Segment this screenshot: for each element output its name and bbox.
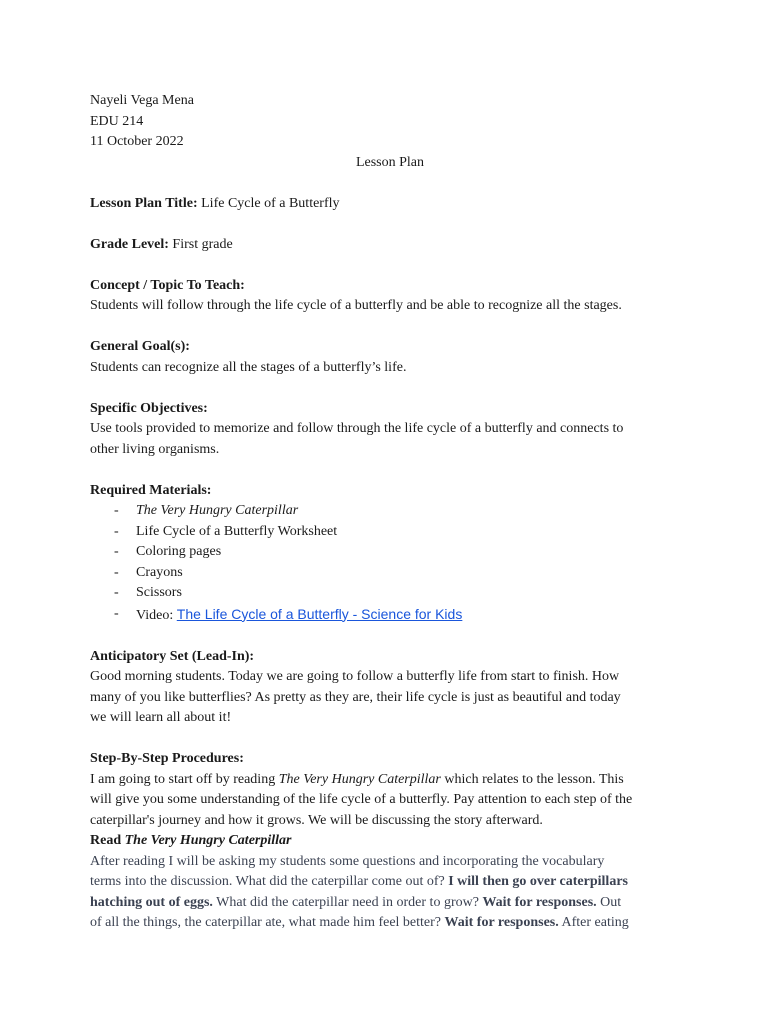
procedures-book-title: The Very Hungry Caterpillar: [278, 771, 441, 787]
grade-level-row: [90, 235, 690, 256]
read-book-title: The Very Hungry Caterpillar: [124, 833, 292, 848]
materials-list: [90, 501, 690, 626]
procedures-line-3: caterpillar's journey and how it grows. We will be discussing the story afterward.: [90, 812, 543, 828]
concept-text: Students will follow through the life cycle of a butterfly and be able to recognize all the stages.: [90, 298, 622, 313]
grade-level-label: Grade Level:: [90, 236, 169, 252]
objectives-text-line-1: Use tools provided to memorize and follow through the life cycle of a butterfly and connects to: [90, 421, 624, 436]
anticipatory-line-2: many of you like butterflies? As pretty as they are, their life cycle is just as beautiful and today: [90, 689, 621, 705]
concept-label: Concept / Topic To Teach:: [90, 277, 245, 293]
video-link[interactable]: The Life Cycle of a Butterfly - Science for Kids: [176, 605, 463, 622]
lesson-title-row: [90, 194, 690, 215]
discussion-line-4: of all the things, the caterpillar ate, what made him feel better? Wait for responses. After eating: [90, 915, 629, 930]
anticipatory-label: Anticipatory Set (Lead-In):: [90, 648, 255, 664]
discussion-line-1: After reading I will be asking my students some questions and incorporating the vocabulary: [90, 853, 605, 869]
list-item: - Video: The Life Cycle of a Butterfly - Science for Kids: [114, 605, 463, 623]
objectives-text-line-2: other living organisms.: [90, 441, 220, 457]
goal-text: Students can recognize all the stages of a butterfly’s life.: [90, 359, 407, 375]
discussion-line-3: hatching out of eggs. What did the caterpillar need in order to grow? Wait for responses. Out: [90, 894, 622, 910]
material-book: The Very Hungry Caterpillar: [136, 503, 299, 518]
procedures-line-1: I am going to start off by reading The Very Hungry Caterpillar which relates to the lesson. This: [90, 771, 624, 787]
document-date: 11 October 2022: [90, 134, 184, 149]
document-page: [90, 91, 690, 934]
document-title: Lesson Plan: [355, 154, 425, 170]
read-heading: Read The Very Hungry Caterpillar: [90, 833, 292, 848]
author-name: Nayeli Vega Mena: [90, 93, 194, 108]
materials-label: Required Materials:: [90, 482, 212, 498]
procedures-label: Step-By-Step Procedures:: [90, 751, 244, 766]
list-item: - Scissors: [114, 585, 182, 600]
course-code: EDU 214: [90, 113, 144, 129]
goal-label: General Goal(s):: [90, 339, 190, 354]
list-item: - Coloring pages: [114, 544, 222, 559]
list-item: - Life Cycle of a Butterfly Worksheet: [114, 523, 338, 539]
anticipatory-line-3: we will learn all about it!: [90, 710, 232, 725]
objectives-label: Specific Objectives:: [90, 400, 208, 416]
procedures-line-2: will give you some understanding of the life cycle of a butterfly. Pay attention to each step of the: [90, 792, 633, 807]
anticipatory-line-1: Good morning students. Today we are going to follow a butterfly life from start to finish. How: [90, 669, 620, 684]
lesson-title-label: Lesson Plan Title:: [90, 195, 198, 211]
video-prefix: Video:: [136, 607, 174, 623]
grade-level-value: First grade: [172, 236, 233, 252]
lesson-title-value: Life Cycle of a Butterfly: [201, 195, 340, 211]
list-item: - The Very Hungry Caterpillar: [114, 503, 299, 518]
discussion-line-2: terms into the discussion. What did the caterpillar come out of? I will then go over caterpillars: [90, 874, 628, 889]
list-item: - Crayons: [114, 564, 183, 580]
